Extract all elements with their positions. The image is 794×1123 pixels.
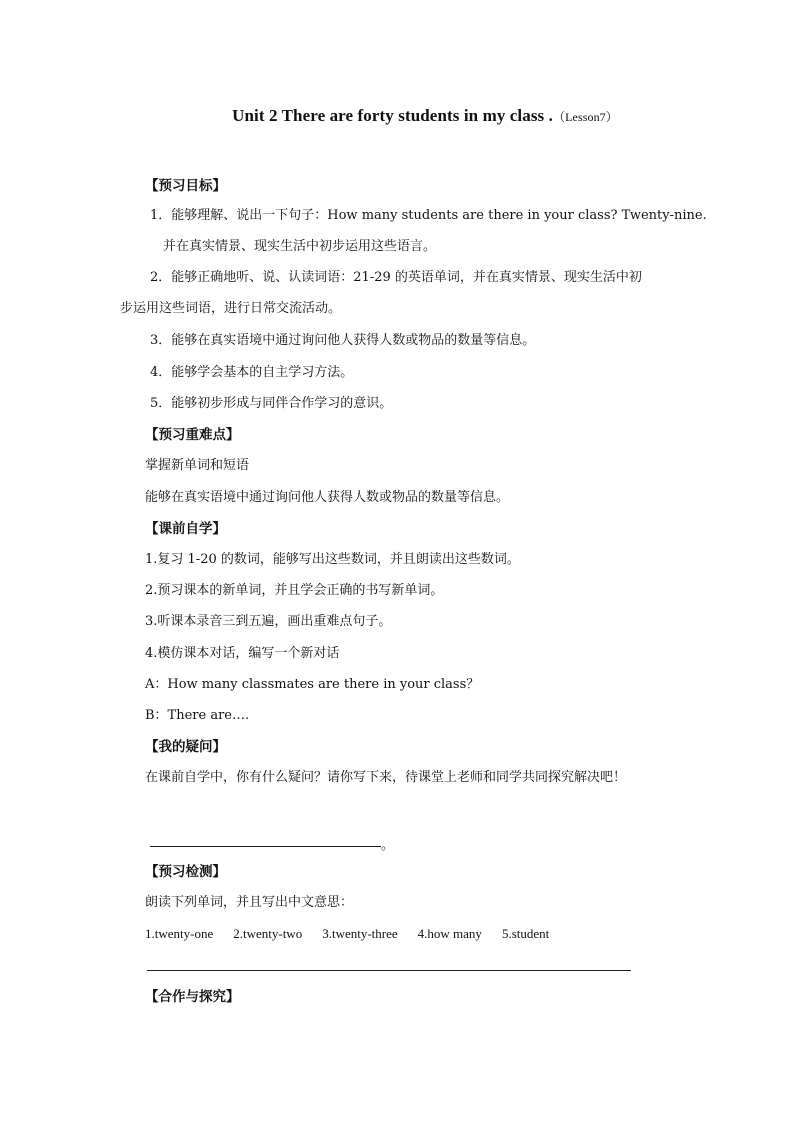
section-heading-coop: 【合作与探究】 (145, 989, 240, 1005)
goal-item-2: 2．能够正确地听、说、认读词语：21-29 的英语单词，并在真实情景、现实生活中初 (150, 270, 642, 285)
goal-item-1: 1．能够理解、说出一下句子：How many students are there in your class? Twenty-nine. (150, 208, 707, 223)
section-heading-selfstudy: 【课前自学】 (145, 521, 226, 537)
goal-item-4: 4．能够学会基本的自主学习方法。 (150, 365, 354, 380)
selfstudy-item-1: 1.复习 1-20 的数词，能够写出这些数词，并且朗读出这些数词。 (145, 552, 520, 567)
answer-rule-line[interactable] (147, 970, 631, 971)
goal-item-1-cont: 并在真实情景、现实生活中初步运用这些语言。 (163, 239, 437, 254)
section-heading-goals: 【预习目标】 (145, 178, 226, 194)
check-instruction: 朗读下列单词，并且写出中文意思： (145, 895, 354, 910)
keypoint-item-1: 掌握新单词和短语 (145, 458, 250, 473)
goal-item-2-cont: 步运用这些词语，进行日常交流活动。 (120, 301, 342, 316)
goal-item-5: 5．能够初步形成与同伴合作学习的意识。 (150, 396, 393, 411)
vocab-word: 3.twenty-three (322, 926, 398, 941)
vocab-word-list (145, 925, 569, 944)
vocab-word: 2.twenty-two (233, 926, 303, 941)
keypoint-item-2: 能够在真实语境中通过询问他人获得人数或物品的数量等信息。 (145, 490, 510, 505)
answer-end-mark: 。 (381, 838, 395, 853)
goal-item-3: 3．能够在真实语境中通过询问他人获得人数或物品的数量等信息。 (150, 333, 536, 348)
vocab-word: 1.twenty-one (145, 926, 214, 941)
section-heading-check: 【预习检测】 (145, 864, 226, 880)
page-title (0, 106, 794, 126)
vocab-word: 5.student (501, 926, 550, 941)
answer-blank-line[interactable] (150, 846, 381, 847)
title-lesson: （Lesson7） (552, 110, 618, 124)
dialogue-line-b: B：There are…. (145, 708, 250, 723)
selfstudy-item-3: 3.听课本录音三到五遍，画出重难点句子。 (145, 614, 392, 629)
dialogue-line-a: A：How many classmates are there in your class？ (145, 677, 480, 692)
vocab-word: 4.how many (417, 926, 482, 941)
questions-text: 在课前自学中，你有什么疑问？请你写下来，待课堂上老师和同学共同探究解决吧！ (145, 770, 627, 785)
title-main: Unit 2 There are forty students in my class . (232, 106, 553, 125)
selfstudy-item-2: 2.预习课本的新单词，并且学会正确的书写新单词。 (145, 583, 444, 598)
selfstudy-item-4: 4.模仿课本对话，编写一个新对话 (145, 646, 340, 661)
section-heading-questions: 【我的疑问】 (145, 739, 226, 755)
section-heading-keypoints: 【预习重难点】 (145, 427, 240, 443)
